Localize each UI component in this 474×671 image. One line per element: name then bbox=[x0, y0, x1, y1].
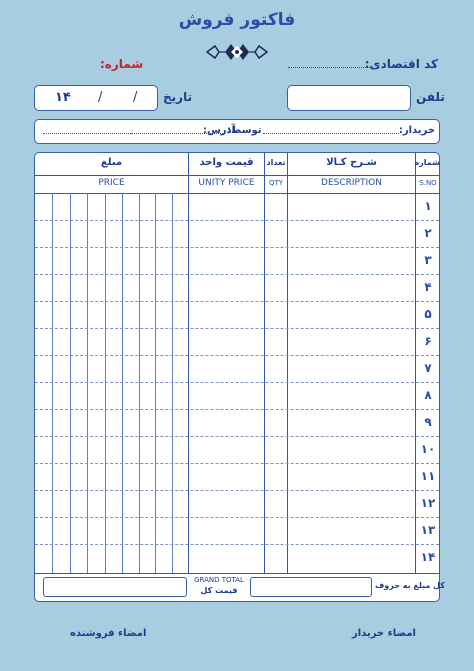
row-number: ۱ bbox=[424, 199, 432, 213]
seller-signature-label: امضاء فروشنده bbox=[70, 628, 147, 639]
row-number: ۱۴ bbox=[420, 550, 436, 564]
row-number: ۱۲ bbox=[420, 496, 436, 510]
via-label: توسط: bbox=[227, 125, 262, 136]
table-row bbox=[35, 355, 439, 356]
header-qty-en: QTY bbox=[268, 179, 284, 187]
header-amount-en: PRICE bbox=[98, 178, 125, 188]
date-field[interactable] bbox=[34, 85, 158, 111]
grand-total-label-en: GRAND TOTAL bbox=[194, 576, 244, 584]
amount-in-words-label: کل مبلغ به حروف bbox=[375, 581, 445, 590]
buyer-label: خریدار: bbox=[398, 125, 435, 136]
table-row bbox=[35, 436, 439, 437]
table-row bbox=[35, 490, 439, 491]
row-number: ۳ bbox=[424, 253, 432, 267]
date-separator: / bbox=[98, 90, 103, 105]
buyer-field[interactable] bbox=[34, 119, 440, 144]
amount-subcolumn bbox=[139, 193, 140, 573]
row-number: ۴ bbox=[424, 280, 432, 294]
column-divider bbox=[287, 153, 288, 573]
amount-subcolumn bbox=[52, 193, 53, 573]
ornament-icon bbox=[205, 40, 269, 64]
row-number: ۸ bbox=[424, 388, 432, 402]
items-table bbox=[34, 152, 445, 602]
row-number: ۹ bbox=[424, 415, 432, 429]
table-footer-divider bbox=[35, 573, 439, 574]
table-row bbox=[35, 517, 439, 518]
buyer-signature-label: امضاء خریدار bbox=[352, 628, 416, 639]
date-year: ۱۴ bbox=[55, 90, 71, 105]
amount-subcolumn bbox=[122, 193, 123, 573]
grand-total-label-fa: قیمت کل bbox=[200, 586, 238, 595]
economic-code-label: کد اقتصادی: bbox=[364, 57, 438, 71]
table-row bbox=[35, 247, 439, 248]
invoice-number-label: شماره: bbox=[100, 57, 144, 71]
address-label: آدرس: bbox=[203, 125, 236, 136]
header-row-number: شماره bbox=[414, 158, 440, 167]
row-number: ۷ bbox=[424, 361, 432, 375]
table-row bbox=[35, 301, 439, 302]
column-divider bbox=[188, 153, 189, 573]
header-unit-price: قیمت واحد bbox=[199, 157, 254, 168]
row-number: ۵ bbox=[424, 307, 432, 321]
header-row-number-en: S.NO bbox=[419, 179, 437, 187]
date-separator: / bbox=[133, 90, 138, 105]
column-divider bbox=[264, 153, 265, 573]
amount-subcolumn bbox=[87, 193, 88, 573]
amount-subcolumn bbox=[155, 193, 156, 573]
table-row bbox=[35, 409, 439, 410]
row-number: ۱۱ bbox=[420, 469, 436, 483]
economic-code-line[interactable] bbox=[288, 67, 372, 68]
amount-in-words-field[interactable] bbox=[250, 577, 372, 597]
header-description-en: DESCRIPTION bbox=[321, 178, 382, 188]
header-qty: تعداد bbox=[266, 158, 286, 167]
header-divider bbox=[35, 175, 439, 176]
header-unit-price-en: UNITY PRICE bbox=[198, 178, 255, 188]
table-row bbox=[35, 382, 439, 383]
invoice-title: فاکتور فروش bbox=[178, 10, 296, 30]
table-row bbox=[35, 463, 439, 464]
phone-field[interactable] bbox=[287, 85, 411, 111]
address-line[interactable] bbox=[43, 133, 201, 134]
grand-total-field[interactable] bbox=[43, 577, 187, 597]
header-amount: مبلغ bbox=[100, 157, 123, 168]
table-row bbox=[35, 328, 439, 329]
amount-subcolumn bbox=[105, 193, 106, 573]
row-number: ۲ bbox=[424, 226, 432, 240]
header-bottom bbox=[35, 193, 439, 194]
phone-label: تلفن bbox=[416, 90, 445, 104]
header-description: شـرح کـالا bbox=[326, 157, 377, 168]
table-row bbox=[35, 220, 439, 221]
buyer-line[interactable] bbox=[263, 133, 399, 134]
amount-subcolumn bbox=[172, 193, 173, 573]
row-number: ۶ bbox=[424, 334, 432, 348]
date-label: تاریخ bbox=[163, 90, 193, 104]
table-row bbox=[35, 544, 439, 545]
row-number: ۱۰ bbox=[420, 442, 436, 456]
row-number: ۱۳ bbox=[420, 523, 436, 537]
amount-subcolumn bbox=[70, 193, 71, 573]
table-row bbox=[35, 274, 439, 275]
